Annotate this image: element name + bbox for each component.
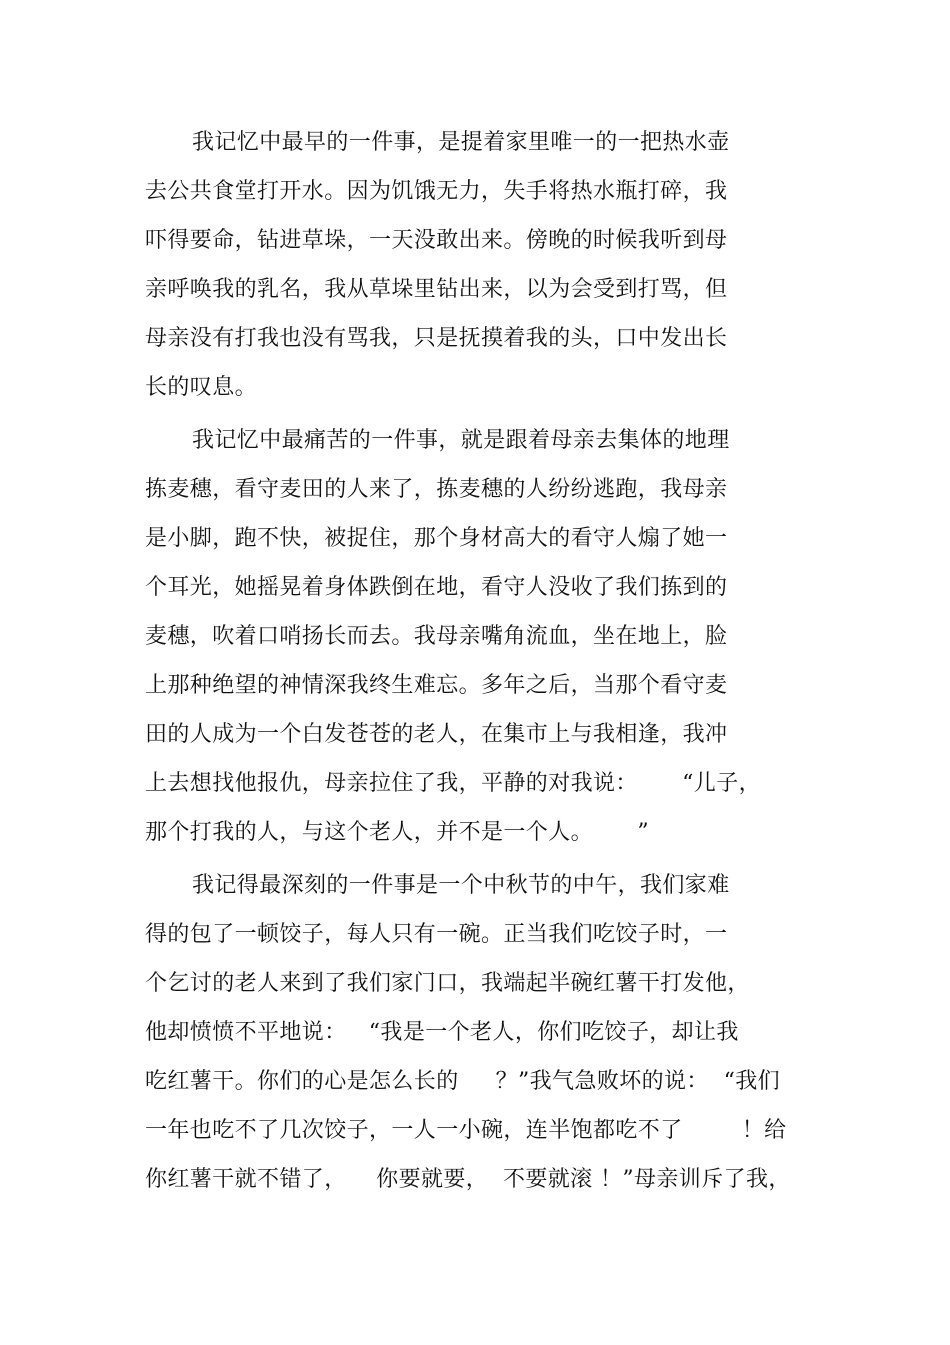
text-line: 拣麦穗，看守麦田的人来了，拣麦穗的人纷纷逃跑，我母亲 <box>145 477 728 502</box>
text-line: 我记忆中最早的一件事，是提着家里唯一的一把热水壶 <box>192 130 730 155</box>
text-line: 上去想找他报仇，母亲拉住了我，平静的对我说： “儿子， <box>145 771 762 796</box>
text-line: 你红薯干就不错了， 你要就要， 不要就滚 ！”母亲训斥了我， <box>145 1167 791 1192</box>
text-line: 他却愤愤不平地说： “我是一个老人，你们吃饺子，却让我 <box>145 1020 739 1045</box>
text-line: 是小脚，跑不快，被捉住，那个身材高大的看守人煽了她一 <box>145 526 728 551</box>
text-line: 长的叹息。 <box>145 375 258 400</box>
text-line: 吓得要命，钻进草垛，一天没敢出来。傍晚的时候我听到母 <box>145 228 728 253</box>
text-line: 得的包了一顿饺子，每人只有一碗。正当我们吃饺子时，一 <box>145 922 728 947</box>
text-line: 我记得最深刻的一件事是一个中秋节的中午，我们家难 <box>192 873 730 898</box>
text-line: 一年也吃不了几次饺子，一人一小碗，连半饱都吃不了 ！给 <box>145 1118 787 1143</box>
text-line: 吃红薯干。你们的心是怎么长的 ？”我气急败坏的说： “我们 <box>145 1069 781 1094</box>
text-line: 那个打我的人，与这个老人，并不是一个人。 ” <box>145 820 650 845</box>
text-line: 亲呼唤我的乳名，我从草垛里钻出来，以为会受到打骂，但 <box>145 277 728 302</box>
text-line: 去公共食堂打开水。因为饥饿无力，失手将热水瓶打碎，我 <box>145 179 728 204</box>
text-line: 个耳光，她摇晃着身体跌倒在地，看守人没收了我们拣到的 <box>145 575 728 600</box>
text-line: 上那种绝望的神情深我终生难忘。多年之后，当那个看守麦 <box>145 673 728 698</box>
text-line: 田的人成为一个白发苍苍的老人，在集市上与我相逢，我冲 <box>145 722 728 747</box>
text-line: 母亲没有打我也没有骂我，只是抚摸着我的头，口中发出长 <box>145 326 728 351</box>
text-line: 我记忆中最痛苦的一件事，就是跟着母亲去集体的地理 <box>192 428 730 453</box>
text-line: 个乞讨的老人来到了我们家门口，我端起半碗红薯干打发他， <box>145 971 750 996</box>
text-line: 麦穗，吹着口哨扬长而去。我母亲嘴角流血，坐在地上，脸 <box>145 624 728 649</box>
